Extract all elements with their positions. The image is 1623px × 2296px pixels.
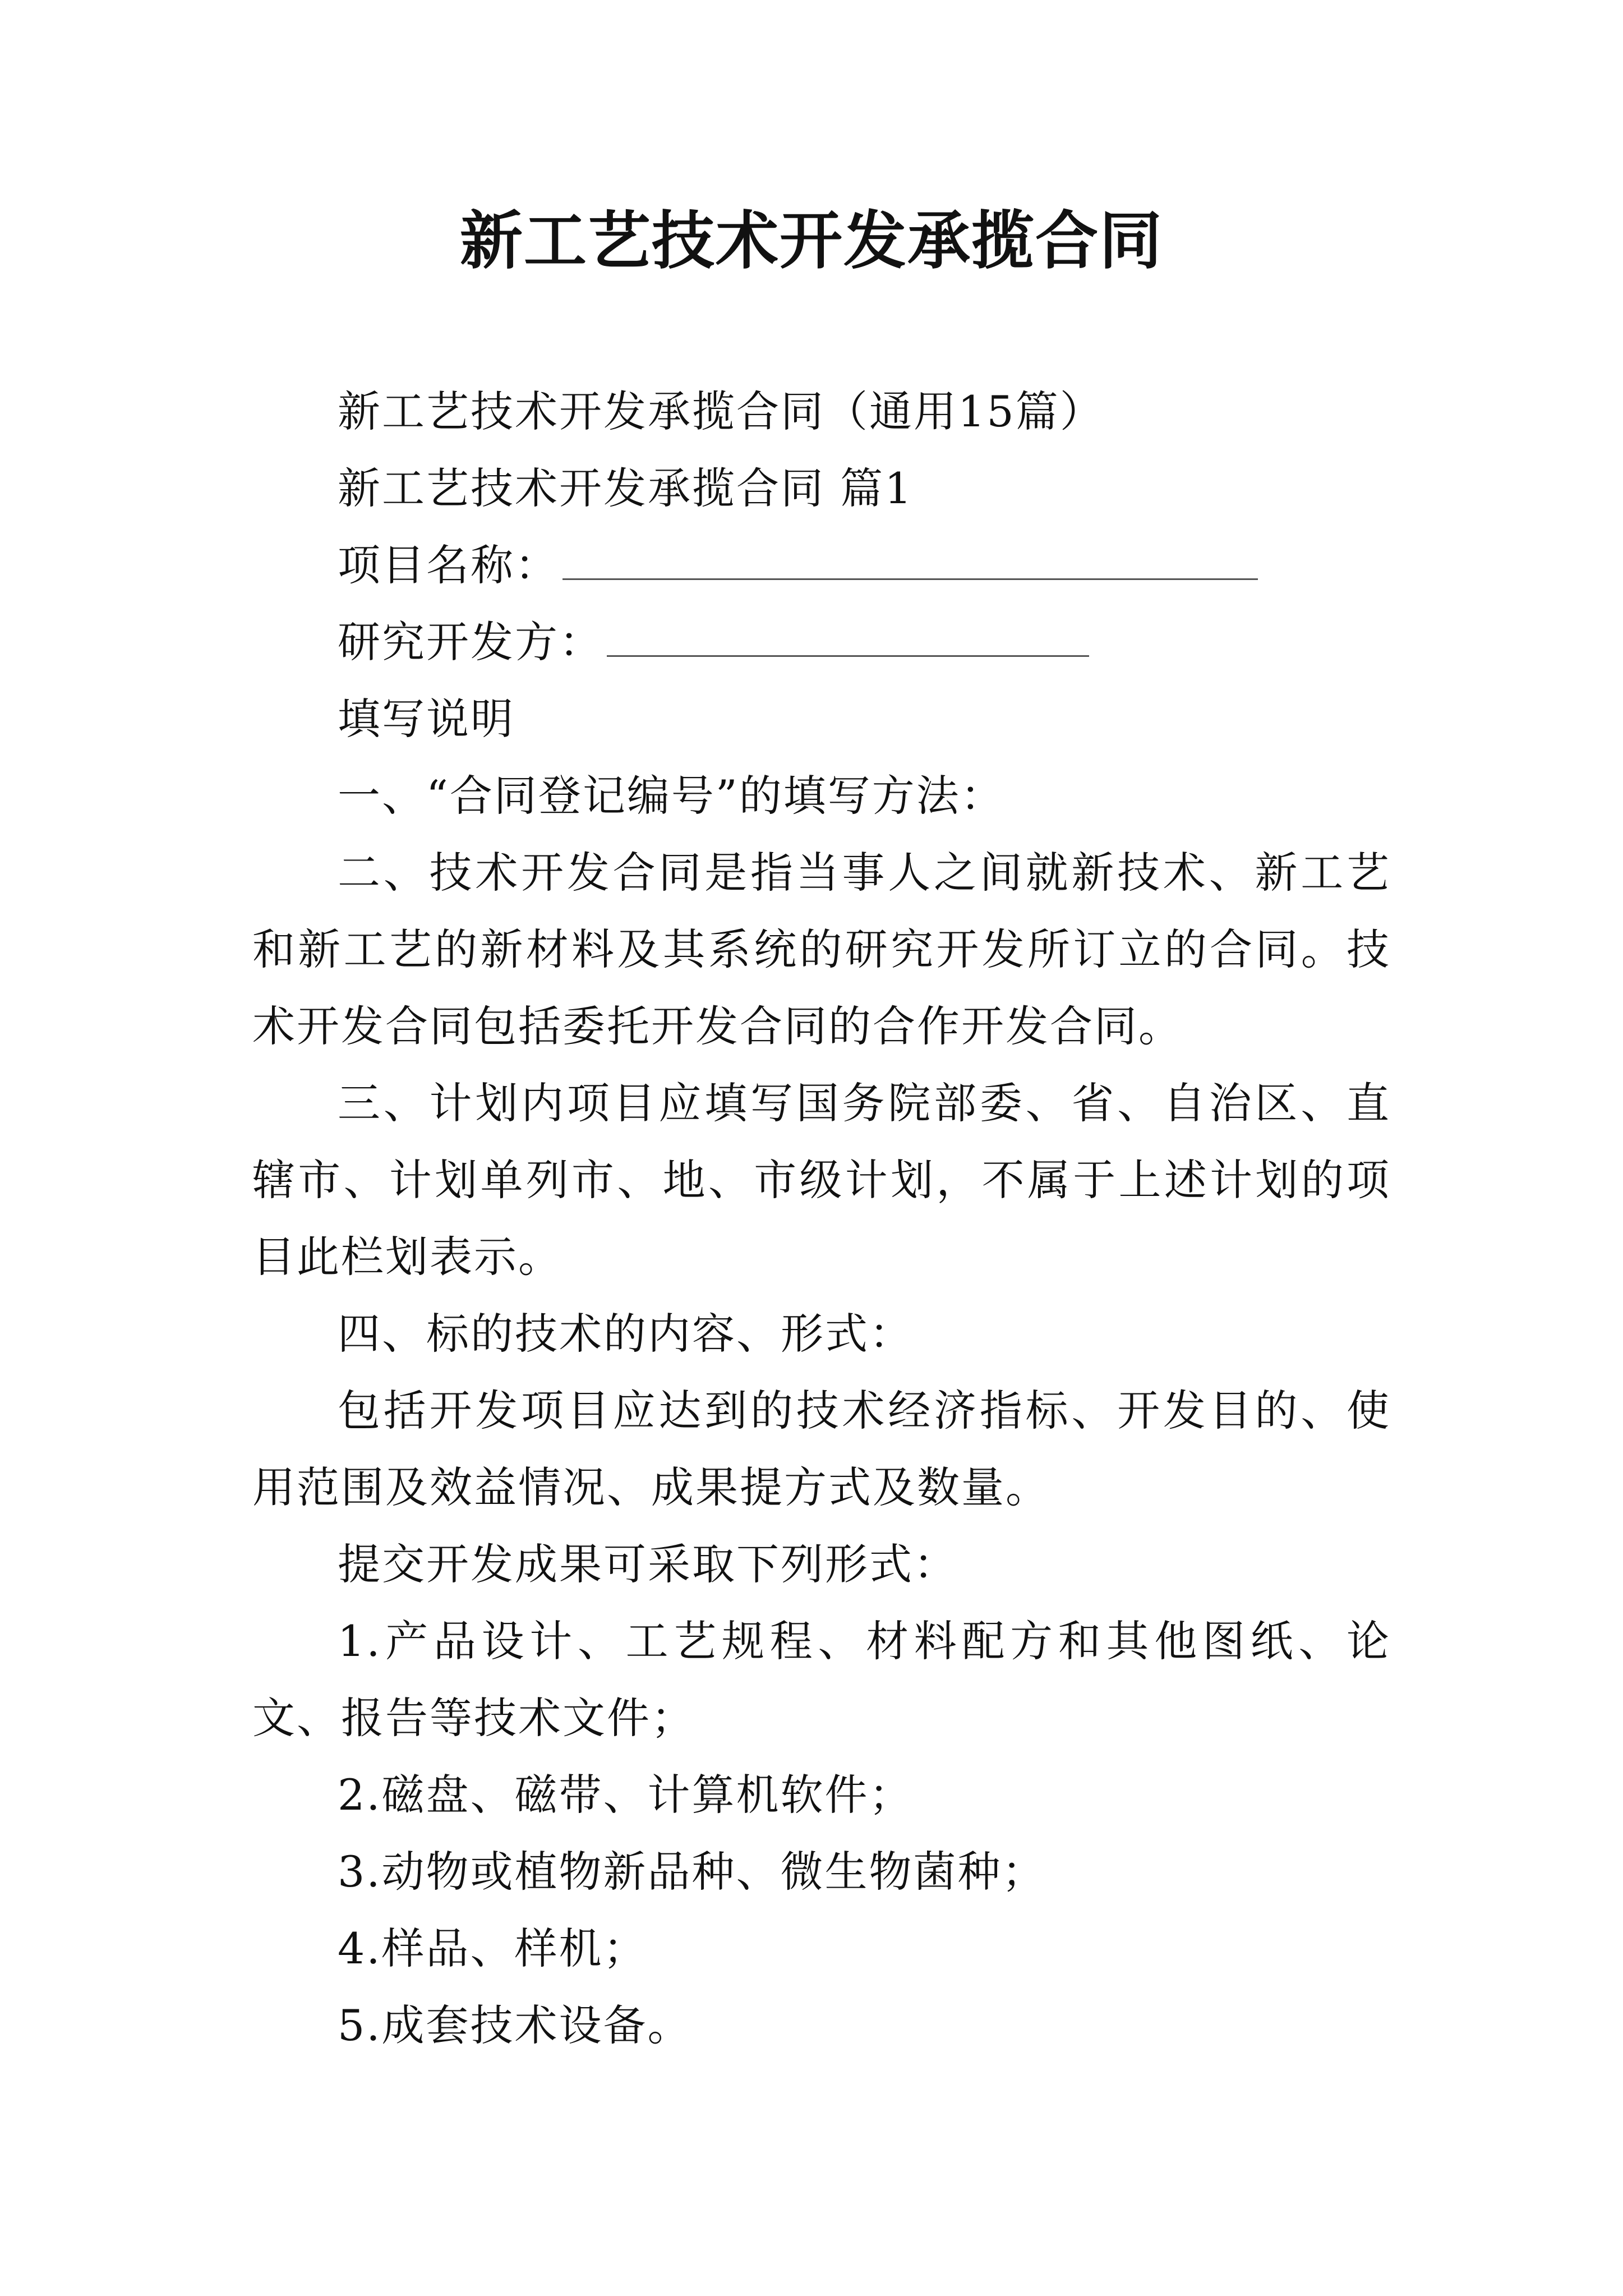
- paragraph-section-heading: 新工艺技术开发承揽合同 篇1: [338, 463, 914, 513]
- paragraph-item-2: 二、技术开发合同是指当事人之间就新技术、新工艺和新工艺的新材料及其系统的研究开发所订立的合同。技术开发合同包括委托开发合同的合作开发合同。: [252, 848, 1391, 1051]
- developer-row: [252, 604, 1391, 680]
- paragraph-item-1: 一、“合同登记编号”的填写方法：: [338, 771, 1005, 821]
- paragraph-forms-intro: 提交开发成果可采取下列形式：: [338, 1539, 958, 1589]
- list-item: 4.样品、样机；: [338, 1924, 648, 1973]
- list-item: 5.成套技术设备。: [338, 2000, 692, 2050]
- project-name-row: [252, 527, 1391, 604]
- document-title: 新工艺技术开发承揽合同: [460, 204, 1163, 278]
- list-item: 3.动物或植物新品种、微生物菌种；: [338, 1847, 1046, 1897]
- paragraph-item-4: 四、标的技术的内容、形式：: [338, 1309, 914, 1359]
- document-body: [252, 373, 1391, 2064]
- paragraph-item-3: 三、计划内项目应填写国务院部委、省、自治区、直辖市、计划单列市、地、市级计划，不属于上述计划的项目此栏划表示。: [252, 1078, 1391, 1282]
- list-item: 1.产品设计、工艺规程、材料配方和其他图纸、论文、报告等技术文件；: [252, 1616, 1391, 1743]
- paragraph-item-4-detail: 包括开发项目应达到的技术经济指标、开发目的、使用范围及效益情况、成果提方式及数量。: [252, 1386, 1391, 1512]
- project-name-blank: [562, 539, 1258, 580]
- project-name-label: 项目名称：: [338, 540, 559, 590]
- paragraph-instructions-heading: 填写说明: [338, 694, 515, 744]
- developer-label: 研究开发方：: [338, 617, 603, 667]
- list-item: 2.磁盘、磁带、计算机软件；: [338, 1770, 914, 1820]
- paragraph-subtitle: 新工艺技术开发承揽合同（通用15篇）: [338, 386, 1104, 436]
- developer-blank: [607, 616, 1089, 657]
